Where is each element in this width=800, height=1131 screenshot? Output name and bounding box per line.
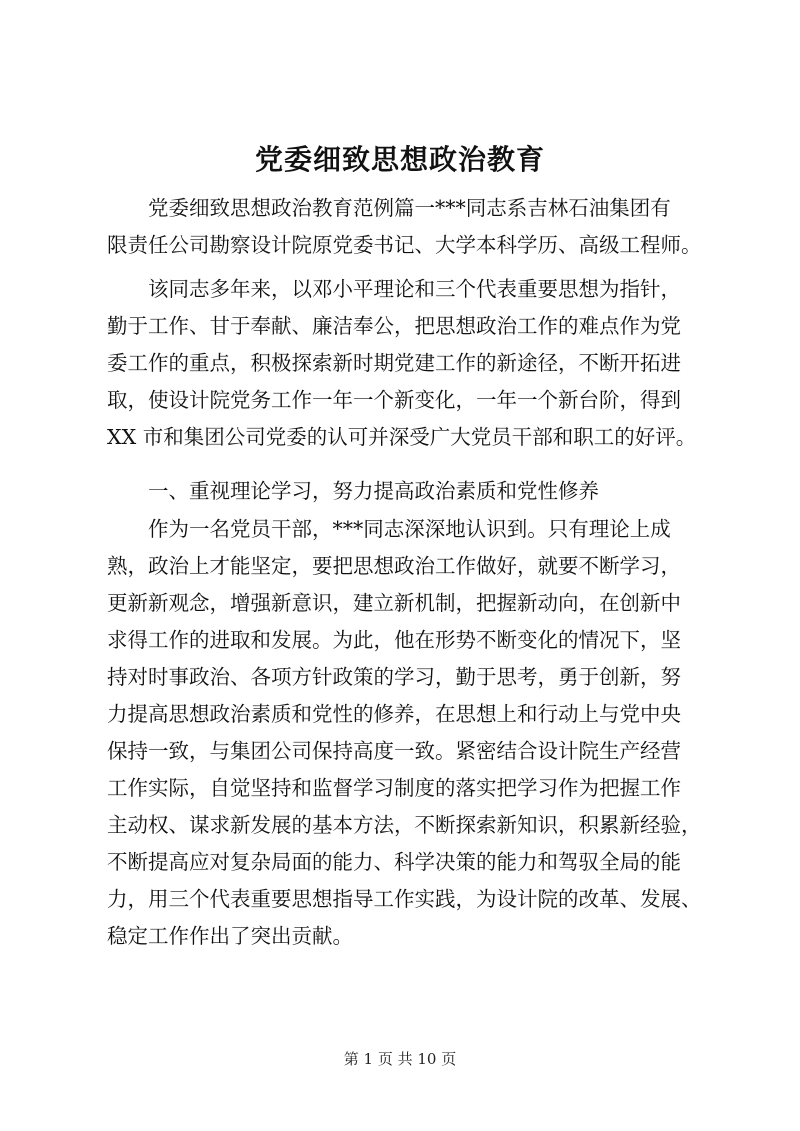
paragraph-line: 党委细致思想政治教育范例篇一***同志系吉林石油集团有 — [148, 196, 671, 220]
section-heading: 一、重视理论学习，努力提高政治素质和党性修养 — [148, 479, 599, 503]
paragraph-line: 该同志多年来，以邓小平理论和三个代表重要思想为指针， — [148, 277, 681, 301]
paragraph-line: 工作实际，自觉坚持和监督学习制度的落实把学习作为把握工作 — [107, 776, 681, 800]
paragraph-line: 不断提高应对复杂局面的能力、科学决策的能力和驾驭全局的能 — [107, 850, 681, 874]
paragraph-line: 熟，政治上才能坚定，要把思想政治工作做好，就要不断学习， — [107, 554, 681, 578]
paragraph-line: 限责任公司勘察设计院原党委书记、大学本科学历、高级工程师。 — [107, 233, 702, 257]
paragraph-line: 勤于工作、甘于奉献、廉洁奉公，把思想政治工作的难点作为党 — [107, 314, 681, 338]
paragraph-line: 保持一致，与集团公司保持高度一致。紧密结合设计院生产经营 — [107, 739, 681, 763]
paragraph-line: XX 市和集团公司党委的认可并深受广大党员干部和职工的好评。 — [107, 425, 697, 449]
paragraph-line: 作为一名党员干部，***同志深深地认识到。只有理论上成 — [148, 517, 671, 541]
paragraph-line: 力提高思想政治素质和党性的修养，在思想上和行动上与党中央 — [107, 702, 681, 726]
paragraph-line: 持对时事政治、各项方针政策的学习，勤于思考，勇于创新，努 — [107, 665, 681, 689]
paragraph-line: 更新新观念，增强新意识，建立新机制，把握新动向，在创新中 — [107, 591, 681, 615]
paragraph-line: 求得工作的进取和发展。为此，他在形势不断变化的情况下，坚 — [107, 628, 681, 652]
document-title: 党委细致思想政治教育 — [254, 143, 545, 176]
paragraph-line: 稳定工作作出了突出贡献。 — [107, 924, 353, 948]
paragraph-line: 委工作的重点，积极探索新时期党建工作的新途径，不断开拓进 — [107, 351, 681, 375]
paragraph-line: 主动权、谋求新发展的基本方法，不断探索新知识，积累新经验， — [107, 813, 702, 837]
paragraph-line: 力，用三个代表重要思想指导工作实践，为设计院的改革、发展、 — [107, 887, 702, 911]
page-number-footer: 第 1 页 共 10 页 — [343, 1050, 457, 1068]
paragraph-line: 取，使设计院党务工作一年一个新变化，一年一个新台阶，得到 — [107, 388, 681, 412]
